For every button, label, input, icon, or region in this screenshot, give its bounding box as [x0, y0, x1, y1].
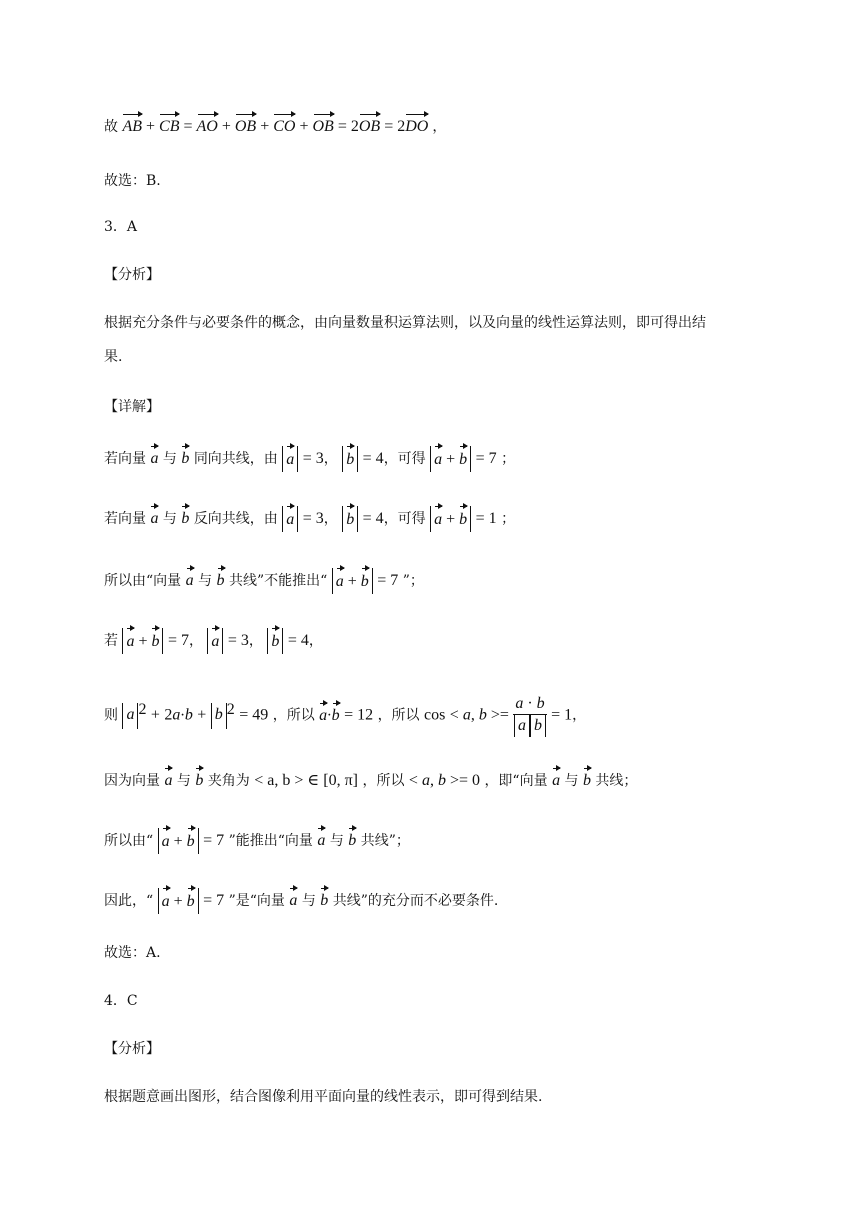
abs-a-plus-b: a + b — [430, 446, 471, 472]
value: = 4 — [362, 510, 384, 527]
text: 与 — [176, 773, 191, 789]
value: = 7 — [203, 892, 225, 909]
text: 与 — [564, 773, 579, 789]
symbol-a: a — [172, 706, 181, 724]
text: ， — [323, 451, 338, 467]
vector-b: b — [348, 828, 356, 852]
cos-fraction: $\frac{a \cdot b}{\text{a b}}$ — [513, 694, 546, 737]
text: ，即“向量 — [484, 773, 548, 789]
abs-b: b — [267, 628, 283, 654]
symbol-b: b — [184, 706, 193, 724]
section-heading-analysis: 【分析】 — [104, 1041, 160, 1057]
abs-b: b — [342, 446, 358, 472]
value: = 7 — [167, 632, 189, 649]
angle-zero: < a, b >= 0 — [408, 772, 480, 789]
value: = 7 — [377, 572, 399, 589]
value: = 4 — [362, 450, 384, 467]
text: ”能推出“向量 — [228, 833, 313, 849]
text: ， — [188, 633, 203, 649]
vector-b: b — [217, 568, 225, 592]
text: ，可得 — [383, 511, 426, 527]
detail-line-can-infer — [104, 828, 410, 854]
value: = 7 — [203, 832, 225, 849]
text: ，所以 — [362, 773, 405, 789]
analysis-text: 根据题意画出图形，结合图像利用平面向量的线性表示，即可得到结果. — [104, 1089, 543, 1105]
text: 若 — [104, 633, 118, 649]
section-heading-analysis: 【分析】 — [104, 267, 160, 283]
text: ， — [432, 119, 447, 135]
value: = 3 — [227, 632, 249, 649]
question-number: 4．C — [104, 993, 138, 1009]
detail-line-conclusion — [104, 888, 498, 914]
abs-a-plus-b: a + b — [122, 628, 163, 654]
text: ， — [572, 707, 587, 724]
value: = 3 — [302, 450, 324, 467]
angle-range: < a, b > ∈ [0, π] — [254, 772, 358, 789]
text: 所以由“向量 — [104, 573, 182, 589]
cos-label: cos — [424, 706, 446, 724]
text: 共线”； — [360, 833, 410, 849]
plus: + — [150, 706, 160, 724]
abs-a-plus-b: a + b — [158, 888, 199, 914]
value: = 4 — [287, 632, 309, 649]
abs-b-squared: b — [211, 703, 227, 729]
vector-b: b — [195, 768, 203, 792]
abs-a-plus-b: a + b — [430, 506, 471, 532]
text: ，所以 — [272, 707, 315, 724]
text: 与 — [329, 833, 344, 849]
answer-line: 故选：B. — [104, 173, 161, 189]
text: 反向共线，由 — [193, 511, 278, 527]
abs-b: b — [342, 506, 358, 532]
line-1 — [104, 114, 446, 138]
vector-a: a — [164, 768, 172, 792]
value: = 49 — [239, 706, 269, 724]
text: 因为向量 — [104, 773, 160, 789]
value: = 3 — [302, 510, 324, 527]
vector-equation: AB + CB = AO + OB + CO + OB = 2OB = 2DO — [122, 118, 432, 135]
text: 若向量 — [104, 511, 146, 527]
text: 若向量 — [104, 451, 146, 467]
detail-line-angle — [104, 768, 637, 792]
angle: < a, b >= — [449, 706, 509, 724]
vector-a: a — [150, 506, 158, 530]
abs-a-squared: a — [122, 703, 138, 729]
text: 夹角为 — [207, 773, 250, 789]
text: 同向共线，由 — [193, 451, 278, 467]
vector-a: a — [289, 888, 297, 912]
vector-b: b — [320, 888, 328, 912]
text: ， — [323, 511, 338, 527]
value: = 1 — [475, 510, 497, 527]
value: = 12 — [344, 706, 374, 724]
text: 因此，“ — [104, 893, 154, 909]
detail-line-cannot-infer — [104, 568, 424, 594]
text: 共线； — [595, 773, 638, 789]
vector-a: a — [319, 703, 327, 727]
text: 与 — [162, 511, 177, 527]
plus: + — [197, 706, 207, 724]
vector-a: a — [186, 568, 194, 592]
answer-line: 故选：A. — [104, 945, 161, 961]
text: 共线”不能推出“ — [228, 573, 328, 589]
text: 与 — [162, 451, 177, 467]
question-number: 3．A — [104, 219, 138, 235]
vector-a: a — [150, 446, 158, 470]
text: ，可得 — [383, 451, 426, 467]
detail-line-given — [104, 628, 323, 654]
abs-a-plus-b: a + b — [158, 828, 199, 854]
abs-a: a — [282, 506, 298, 532]
text: ”是“向量 — [228, 893, 285, 909]
detail-line-opposite-direction — [104, 506, 515, 532]
text: 与 — [301, 893, 316, 909]
value: >= 0 — [449, 772, 480, 789]
text: ； — [501, 451, 516, 467]
text: 共线”的充分而不必要条件. — [332, 893, 499, 909]
exponent: 2 — [226, 701, 235, 719]
analysis-text: 根据充分条件与必要条件的概念，由向量数量积运算法则，以及向量的线性运算法则，即可得出结 — [104, 315, 706, 331]
vector-b: b — [332, 703, 340, 727]
text: ”； — [402, 573, 424, 589]
vector-a: a — [552, 768, 560, 792]
abs-a: a — [207, 628, 223, 654]
text: ， — [248, 633, 263, 649]
text: 与 — [198, 573, 213, 589]
detail-line-dot-product: 则 a $^2$ + 2a·b + b $^2$ = 49 ，所以 a·b = 12 ，所以 cos < a, b >= $\frac{a \cdot b}{\text{a b}}$ = 1， — [104, 694, 586, 737]
exponent: 2 — [138, 701, 147, 719]
text: 故 — [104, 119, 118, 135]
coefficient: 2 — [164, 706, 173, 724]
vector-a: a — [317, 828, 325, 852]
vector-b: b — [583, 768, 591, 792]
text: ，所以 — [377, 707, 420, 724]
abs-a-plus-b: a + b — [332, 568, 373, 594]
value: = 1 — [551, 706, 573, 724]
vector-b: b — [181, 506, 189, 530]
section-heading-detail: 【详解】 — [104, 399, 160, 415]
text: 所以由“ — [104, 833, 154, 849]
text: 则 — [104, 707, 118, 724]
vector-b: b — [181, 446, 189, 470]
text: ， — [308, 633, 323, 649]
analysis-text-cont: 果. — [104, 349, 123, 365]
text: ； — [501, 511, 516, 527]
abs-a: a — [282, 446, 298, 472]
value: = 7 — [475, 450, 497, 467]
detail-line-same-direction — [104, 446, 515, 472]
